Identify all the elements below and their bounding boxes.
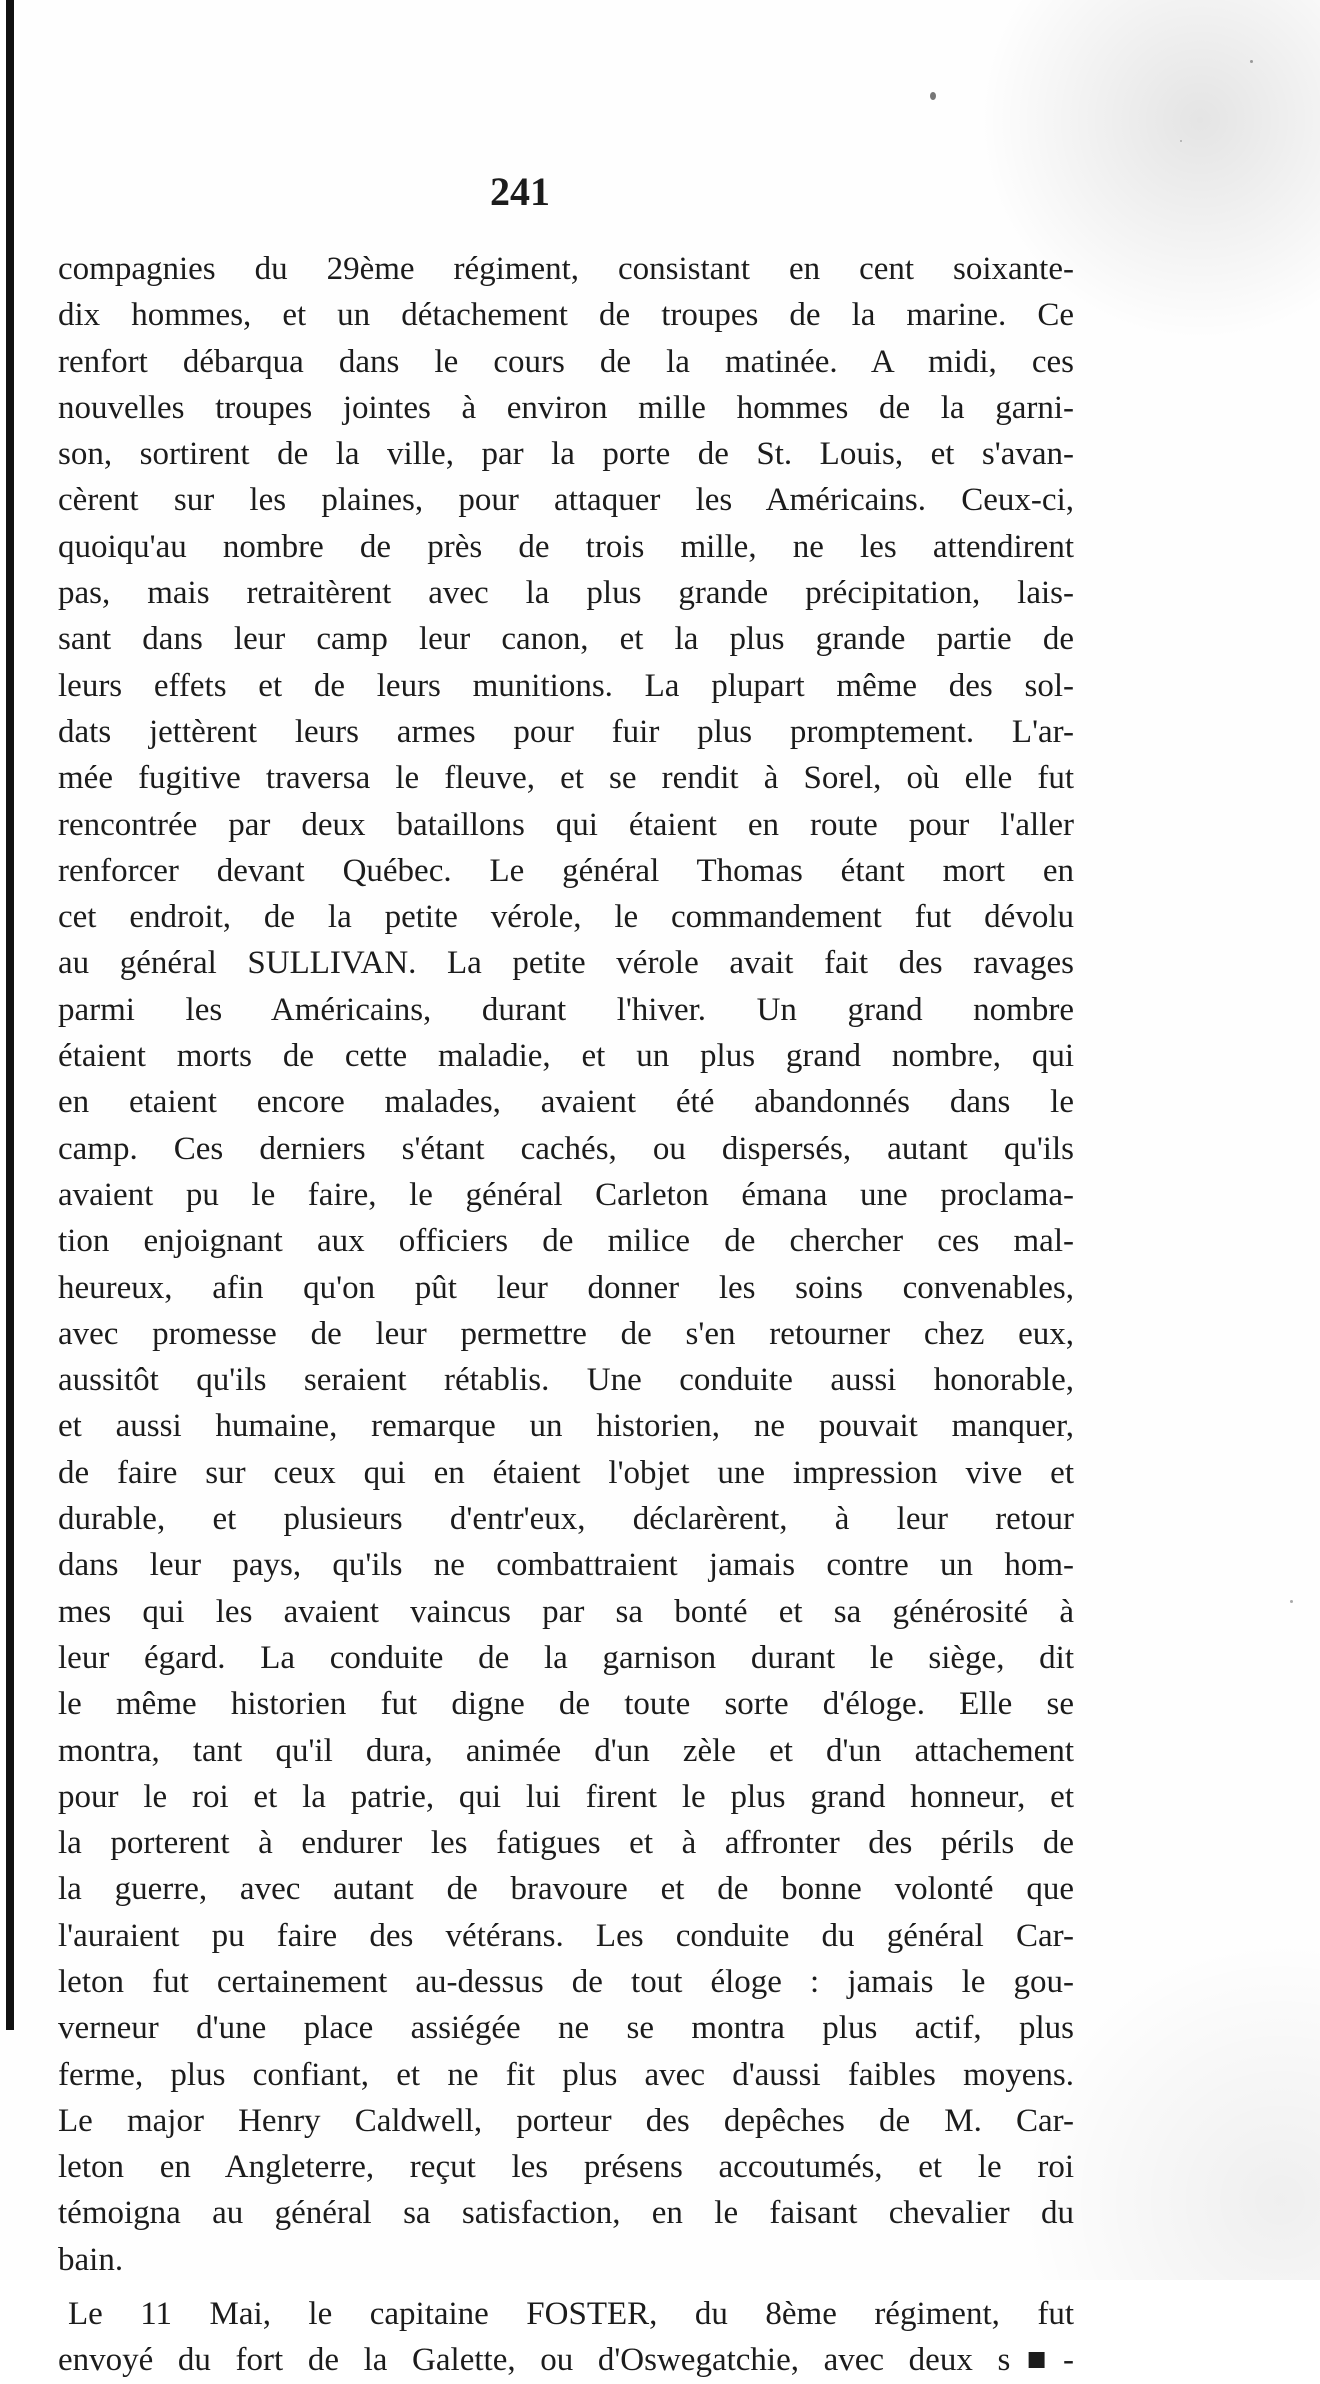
text-line: en etaient encore malades, avaient été abandonnés dans le [58,1084,1074,1121]
text-line: renforcer devant Québec. Le général Thomas étant mort en [58,852,1074,889]
text-line: envoyé du fort de la Galette, ou d'Oswegatchie, avec deux s■- [58,2342,1074,2379]
text-line: renfort débarqua dans le cours de la matinée. A midi, ces [58,343,1074,380]
text-line: Le major Henry Caldwell, porteur des depêches de M. Car- [58,2102,1074,2139]
text-line: parmi les Américains, durant l'hiver. Un grand nombre [58,991,1074,1028]
text-line: leton en Angleterre, reçut les présens accoutumés, et le roi [58,2149,1074,2186]
text-line: tion enjoignant aux officiers de milice de chercher ces mal- [58,1223,1074,1260]
text-line: camp. Ces derniers s'étant cachés, ou dispersés, autant qu'ils [58,1130,1074,1167]
text-line: bain. [58,2241,124,2278]
text-line: mes qui les avaient vaincus par sa bonté et sa générosité à [58,1593,1074,1630]
text-line: quoiqu'au nombre de près de trois mille, ne les attendirent [58,528,1074,565]
ink-speck [1290,1600,1293,1603]
text-line: avec promesse de leur permettre de s'en retourner chez eux, [58,1315,1074,1352]
text-line: cèrent sur les plaines, pour attaquer les Américains. Ceux-ci, [58,482,1074,519]
paragraph-start-line: Le 11 Mai, le capitaine FOSTER, du 8ème régiment, fut [68,2296,1074,2333]
text-line: aussitôt qu'ils seraient rétablis. Une conduite aussi honorable, [58,1362,1074,1399]
text-line: leurs effets et de leurs munitions. La plupart même des sol- [58,667,1074,704]
text-line: sant dans leur camp leur canon, et la plus grande partie de [58,621,1074,658]
text-line: leton fut certainement au-dessus de tout éloge : jamais le gou- [58,1963,1074,2000]
ink-speck [930,92,936,100]
book-binding-edge [6,0,14,2030]
text-line: durable, et plusieurs d'entr'eux, déclarèrent, à leur retour [58,1501,1074,1538]
body-text [58,246,1074,2384]
text-line: la porterent à endurer les fatigues et à affronter des périls de [58,1825,1074,1862]
text-line: dans leur pays, qu'ils ne combattraient jamais contre un hom- [58,1547,1074,1584]
text-line: nouvelles troupes jointes à environ mille hommes de la garni- [58,389,1074,426]
text-line: pas, mais retraitèrent avec la plus grande précipitation, lais- [58,575,1074,612]
ink-speck [1180,140,1182,142]
text-line: avaient pu le faire, le général Carleton émana une proclama- [58,1176,1074,1213]
text-line: pour le roi et la patrie, qui lui firent le plus grand honneur, et [58,1778,1074,1815]
text-line: ferme, plus confiant, et ne fit plus avec d'aussi faibles moyens. [58,2056,1074,2093]
text-line: la guerre, avec autant de bravoure et de bonne volonté que [58,1871,1074,1908]
text-line: heureux, afin qu'on pût leur donner les soins convenables, [58,1269,1074,1306]
text-line: l'auraient pu faire des vétérans. Les conduite du général Car- [58,1917,1074,1954]
text-line: et aussi humaine, remarque un historien, ne pouvait manquer, [58,1408,1074,1445]
text-line: au général SULLIVAN. La petite vérole avait fait des ravages [58,945,1074,982]
text-line: cet endroit, de la petite vérole, le commandement fut dévolu [58,899,1074,936]
page-number: 241 [490,169,550,214]
text-line: dats jettèrent leurs armes pour fuir plus promptement. L'ar- [58,713,1074,750]
text-line: son, sortirent de la ville, par la porte de St. Louis, et s'avan- [58,436,1074,473]
text-line: montra, tant qu'il dura, animée d'un zèle et d'un attachement [58,1732,1074,1769]
ink-speck [1250,60,1253,63]
text-line: témoigna au général sa satisfaction, en le faisant chevalier du [58,2195,1074,2232]
text-line: rencontrée par deux bataillons qui étaient en route pour l'aller [58,806,1074,843]
text-line: étaient morts de cette maladie, et un plus grand nombre, qui [58,1038,1074,1075]
text-line: verneur d'une place assiégée ne se montra plus actif, plus [58,2010,1074,2047]
text-line: le même historien fut digne de toute sorte d'éloge. Elle se [58,1686,1074,1723]
text-line: de faire sur ceux qui en étaient l'objet une impression vive et [58,1454,1074,1491]
text-line: mée fugitive traversa le fleuve, et se rendit à Sorel, où elle fut [58,760,1074,797]
text-line: leur égard. La conduite de la garnison durant le siège, dit [58,1639,1074,1676]
text-line: compagnies du 29ème régiment, consistant en cent soixante- [58,251,1074,287]
text-line: dix hommes, et un détachement de troupes de la marine. Ce [58,297,1074,334]
